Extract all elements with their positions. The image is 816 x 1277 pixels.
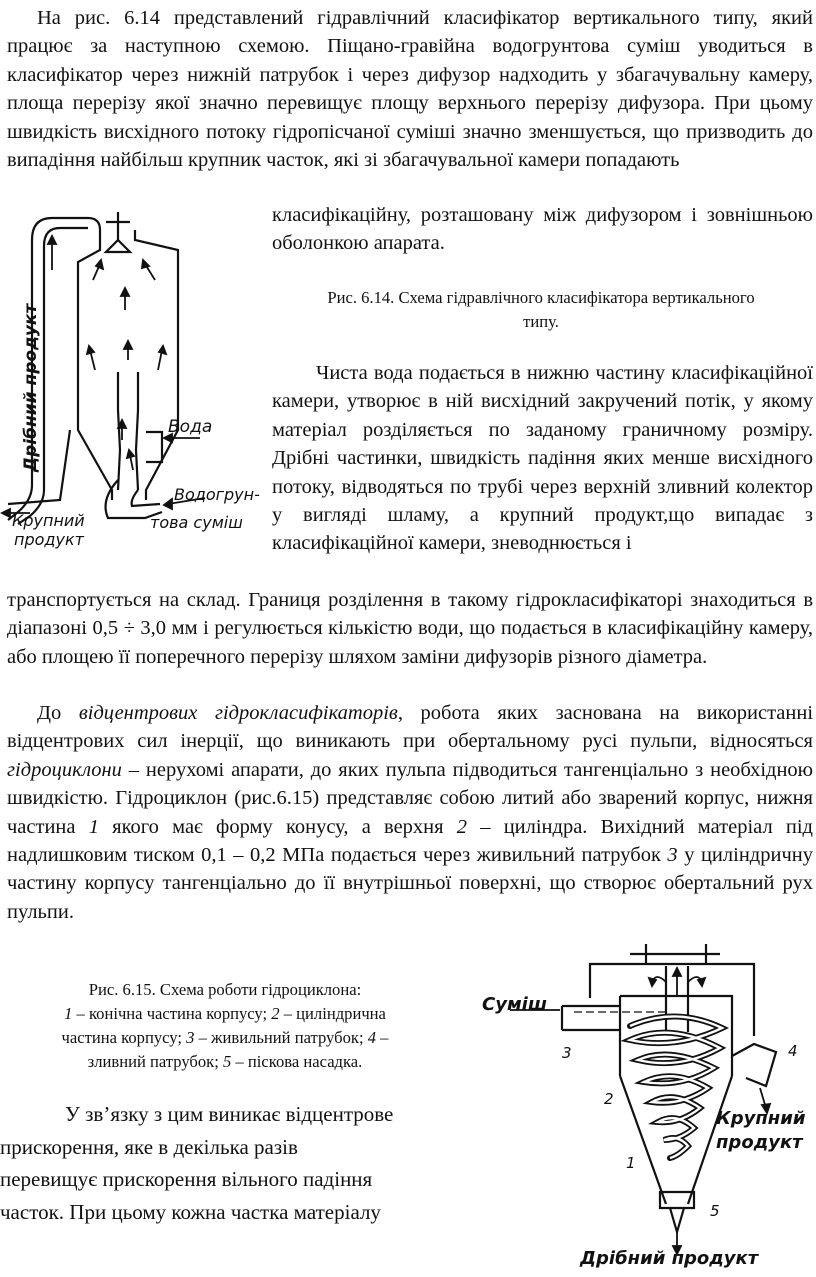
feed-nozzle — [562, 1006, 620, 1030]
label-num-4: 4 — [788, 1042, 798, 1060]
label-num-2: 2 — [604, 1090, 614, 1108]
figure-6-14-caption-line1: Рис. 6.14. Схема гідравлічного класифікатора вертикального — [327, 288, 755, 307]
paragraph-intro: На рис. 6.14 представлений гідравлічний класифікатор вертикального типу, який працює за наступною схемою. Піщано-гравійна водогрунтова суміш уводиться в класифікатор через нижній патрубок і через дифузор надходить у збагачувальну камеру, площа перерізу якої значно перевищує площу верхнього перерізу дифузора. При цьому швидкість висхідного потоку гідропісчаної суміші значно зменшується, що призводить до випадіння найбільш крупник часток, які зі збагачувальної камери попадають — [7, 7, 813, 172]
label-water: Вода — [168, 417, 213, 437]
paragraph-clean-water: Чиста вода подається в нижню частину класифікаційної камери, утворює в ній висхідний закручений потік, у якому матеріал розділяється по заданому граничному розміру. Дрібні частинки, швидкість падіння яких менше висхідного потоку, відводяться по трубі через верхній зливний колектор у вигляді шламу, а крупний продукт,що випадає з класифікаційної камери, зневоднюється і — [272, 362, 813, 555]
label-mixture: Суміш — [482, 994, 547, 1015]
paragraph-hydrocyclones: До відцентрових гідрокласифікаторів, робота яких заснована на використанні відцентрових сил інерції, що виникають при обертальному русі пульпи, відносяться гідроциклони – нерухомі апарати, до яких пульпа підводиться тангенціально з необхідною швидкістю. Гідроциклон (рис.6.15) представляє собою литий або зварений корпус, нижня частина 1 якого має форму конусу, а верхня 2 – циліндра. Вихідний матеріал під надлишковим тиском 0,1 – 0,2 МПа подається через живильний патрубок 3 у циліндричну частину корпусу тангенціально до її внутрішньої поверхні, що створює обертальний рух пульпи. — [7, 702, 814, 923]
paragraph-centrifugal: У зв’язку з цим виникає відцентрове прискорення, яке в декілька разів перевищує прискорення вільного падіння часток. При цьому кожна частка матеріалу — [0, 1102, 394, 1224]
label-fine: Дрібний продукт — [580, 1248, 759, 1269]
label-coarse-1: Крупний — [716, 1108, 806, 1129]
label-mixture-1: Водогрун- — [174, 485, 260, 504]
label-num-1: 1 — [626, 1154, 636, 1172]
figure-hydrocyclone — [470, 936, 816, 1277]
paragraph-clean-water-cont: транспортується на склад. Границя розділення в такому гідрокласифікаторі знаходиться в діапазоні 0,5 ÷ 3,0 мм і регулюється кількістю води, що подається в класифікаційну камеру, або площею її поперечного перерізу шляхом заміни дифузорів різного діаметра. — [7, 589, 813, 668]
diffuser — [118, 372, 120, 490]
label-coarse-product-2: продукт — [14, 530, 84, 549]
label-coarse-2: продукт — [716, 1132, 803, 1153]
label-num-5: 5 — [710, 1202, 720, 1220]
label-coarse-product-1: Крупний — [12, 511, 85, 530]
classifier-shell — [78, 230, 112, 500]
label-mixture-2: това суміш — [150, 513, 243, 532]
label-num-3: 3 — [562, 1044, 572, 1062]
water-inlet — [146, 432, 162, 462]
figure-6-15-caption: Рис. 6.15. Схема роботи гідроциклона: 1 – конічна частина корпусу; 2 – циліндрична частина корпусу; 3 – живильний патрубок; 4 – зливний патрубок; 5 – піскова насадка. — [61, 980, 389, 1071]
paragraph-intro-tail: класифікаційну, розташовану між дифузором і зовнішньою оболонкою апарата. — [272, 204, 813, 255]
classifier-diagram — [0, 200, 265, 570]
figure-vertical-classifier — [0, 200, 265, 570]
label-fine-product: Дрібний продукт — [21, 303, 41, 472]
hydrocyclone-diagram — [470, 936, 816, 1277]
figure-6-14-caption-line2: типу. — [523, 312, 559, 331]
